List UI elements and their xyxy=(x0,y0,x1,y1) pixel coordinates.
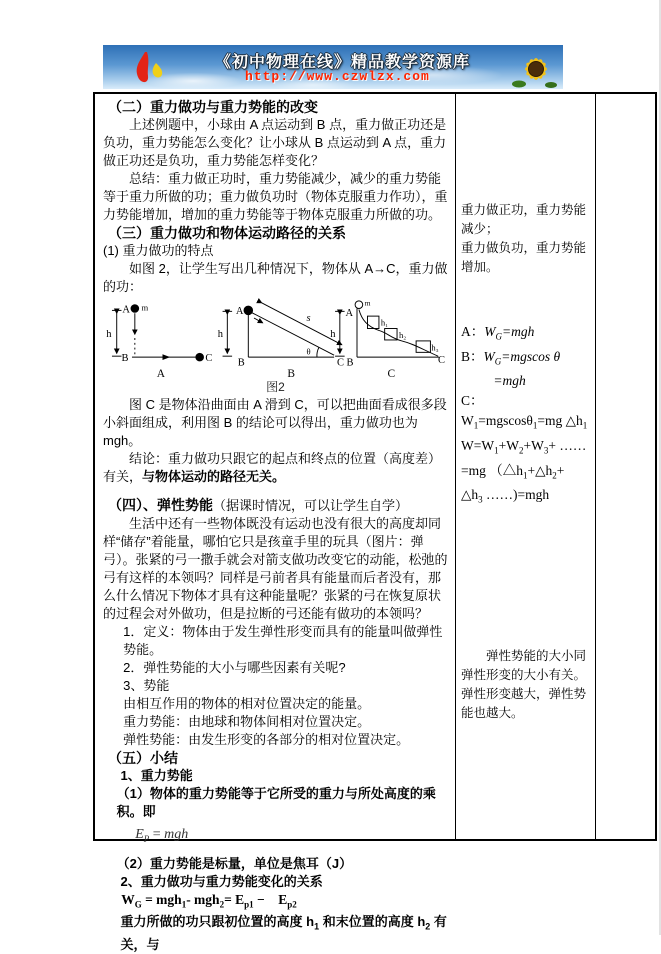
conclusion-bold-text: 与物体运动的路径无关。 xyxy=(142,469,286,484)
figure2-diagram-c xyxy=(330,299,445,381)
label-b-height: h xyxy=(217,329,224,341)
section2-heading: （二）重力做功与重力势能的改变 xyxy=(108,99,318,115)
note-formulas xyxy=(461,322,592,510)
main-content-cell xyxy=(95,94,456,953)
section3-paragraph-figc: 图 C 是物体沿曲面由 A 滑到 C，可以把曲面看成很多段小斜面组成，利用图 B 的结论可以得出，重力做功也为 mgh。 xyxy=(103,397,447,448)
section4-heading xyxy=(103,496,448,515)
site-banner xyxy=(103,45,563,89)
section3-heading: （三）重力做功和物体运动路径的关系 xyxy=(108,225,346,241)
section4-item-3: 3、势能 xyxy=(123,678,170,693)
label-b-pointA: A xyxy=(235,306,244,318)
note-line: 重力做负功，重力势能增加。 xyxy=(461,241,587,274)
label-b-angle: θ xyxy=(306,346,311,357)
label-b-slope: s xyxy=(306,312,311,324)
section2-paragraph-1: 上述例题中，小球由 A 点运动到 B 点，重力做正功还是负功，重力势能怎么变化？让小球从 B 点运动到 A 点，重力做正功还是负功，重力势能怎样变化？ xyxy=(103,117,447,168)
note-formula-line: C： xyxy=(461,393,484,409)
section3-conclusion xyxy=(103,450,448,486)
section5-sub-2: 2、重力做功与重力势能变化的关系 xyxy=(120,873,323,889)
label-c-h3: h₃ xyxy=(431,342,439,353)
section3-item-2: 如图 2，让学生写出几种情况下，物体从 A→C，重力做的功： xyxy=(103,261,448,294)
note-formula-line: A：$W_G=mgh$ xyxy=(461,324,535,342)
figure-2-caption: 图2 xyxy=(266,380,285,394)
section5-point-3: 重力所做的功只跟初位置的高度 $h_1$ 和末位置的高度 $h_2$ 有关，与 xyxy=(120,914,447,953)
section4-paragraph-1: 生活中还有一些物体既没有运动也没有很大的高度却同样“储存”着能量，哪怕它只是孩童手里的玩具（图片：弹弓）。张紧的弓一撒手就会对箭支做功改变它的动能，松弛的弓有这样的本领吗？同样是弓前者具有能量而后者没有，那么什么情况下物体才具有这种能量呢？张紧的弓在恢复原状的过程会对外做功，但是拉断的弓还能有做功的本领吗？ xyxy=(103,516,448,621)
formula-ep-mgh: $E_P$ = mgh xyxy=(135,827,189,844)
label-b-pointC: C xyxy=(336,357,344,369)
label-c-h2: h₂ xyxy=(398,330,407,341)
label-b-title: B xyxy=(287,368,296,381)
label-a-pointA: A xyxy=(122,304,131,316)
label-c-pointB: B xyxy=(346,357,354,369)
section4-item-2: 2．弹性势能的大小与哪些因素有关呢? xyxy=(123,660,346,675)
banner-title: 《初中物理在线》精品教学资源库 xyxy=(215,54,471,71)
section4-heading-bold: （四）、弹性势能 xyxy=(108,497,213,513)
label-c-pointC: C xyxy=(438,354,446,366)
figure2-diagram-b xyxy=(218,303,344,380)
section5-point-1: （1）物体的重力势能等于它所受的重力与所处高度的乘积。即 xyxy=(116,786,436,819)
label-a-pointB: B xyxy=(121,352,129,364)
label-a-title: A xyxy=(156,368,166,381)
note-line: 重力做正功，重力势能减少； xyxy=(461,203,587,236)
label-a-height: h xyxy=(106,329,112,341)
label-a-pointC: C xyxy=(205,352,213,364)
label-c-height: h xyxy=(330,329,336,341)
note-gravity-work xyxy=(461,201,592,277)
section4-item-6: 弹性势能：由发生形变的各部分的相对位置决定。 xyxy=(123,732,410,747)
section5-heading: （五）小结 xyxy=(108,750,178,766)
note-elastic-text: 弹性势能的大小同弹性形变的大小有关。弹性形变越大，弹性势能也越大。 xyxy=(461,649,587,720)
note-formula-line: =mgh xyxy=(493,373,526,389)
figure-2-diagrams xyxy=(103,298,447,380)
note-elastic xyxy=(461,647,592,723)
lesson-table xyxy=(93,92,657,953)
label-a-mass: m xyxy=(141,302,149,313)
section2-paragraph-2: 总结：重力做正功时，重力势能减少，减少的重力势能等于重力所做的功；重力做负功时（物体克服重力作功），重力势能增加，增加的重力势能等于物体克服重力所做的功。 xyxy=(103,171,448,222)
label-c-mass: m xyxy=(364,298,371,308)
section5-sub-1: 1、重力势能 xyxy=(120,768,193,783)
section4-heading-rest: （据课时情况，可以让学生自学） xyxy=(213,498,409,513)
note-formula-line: B：$W_G=mgscos$ θ xyxy=(461,348,561,367)
note-formula-line: $\triangle h_3$ ……)=mgh xyxy=(461,487,550,506)
note-formula-line: =mg （$\triangle h_1+\triangle h_2+$ xyxy=(461,462,565,481)
section4-item-1: 1．定义：物体由于发生弹性形变而具有的能量叫做弹性势能。 xyxy=(123,624,443,657)
label-c-title: C xyxy=(387,368,396,381)
figure-2 xyxy=(103,298,448,395)
note-formula-line: $W_1=mgscos\theta_1=mg$ $\triangle h_1$ xyxy=(461,413,588,432)
conclusion-normal-text: 结论：重力做功只跟它的起点和终点的位置（高度差）有关， xyxy=(103,451,442,484)
label-c-h1: h₁ xyxy=(380,317,389,328)
empty-cell xyxy=(596,94,655,839)
site-logo-icon xyxy=(129,51,175,87)
sunflower-icon xyxy=(511,51,557,89)
section4-item-4: 由相互作用的物体的相对位置决定的能量。 xyxy=(123,696,371,711)
section4-item-5: 重力势能：由地球和物体间相对位置决定。 xyxy=(123,714,371,729)
section5-point-2: （2）重力势能是标量，单位是焦耳（J） xyxy=(116,855,353,871)
note-formula-line: $W=W_1+W_2+W_3+$ …… xyxy=(461,438,587,456)
label-b-pointB: B xyxy=(237,357,245,369)
figure2-diagram-a xyxy=(106,302,212,380)
section3-item-1: (1) 重力做功的特点 xyxy=(103,243,214,258)
banner-url: http://www.czwlzx.com xyxy=(245,69,430,84)
label-c-pointA: A xyxy=(345,308,354,320)
formula-wg: $W_G = mgh_1-$ $mgh_2= E_{p1}$ − $E_{p2}$ xyxy=(121,891,297,910)
notes-cell xyxy=(456,94,596,839)
